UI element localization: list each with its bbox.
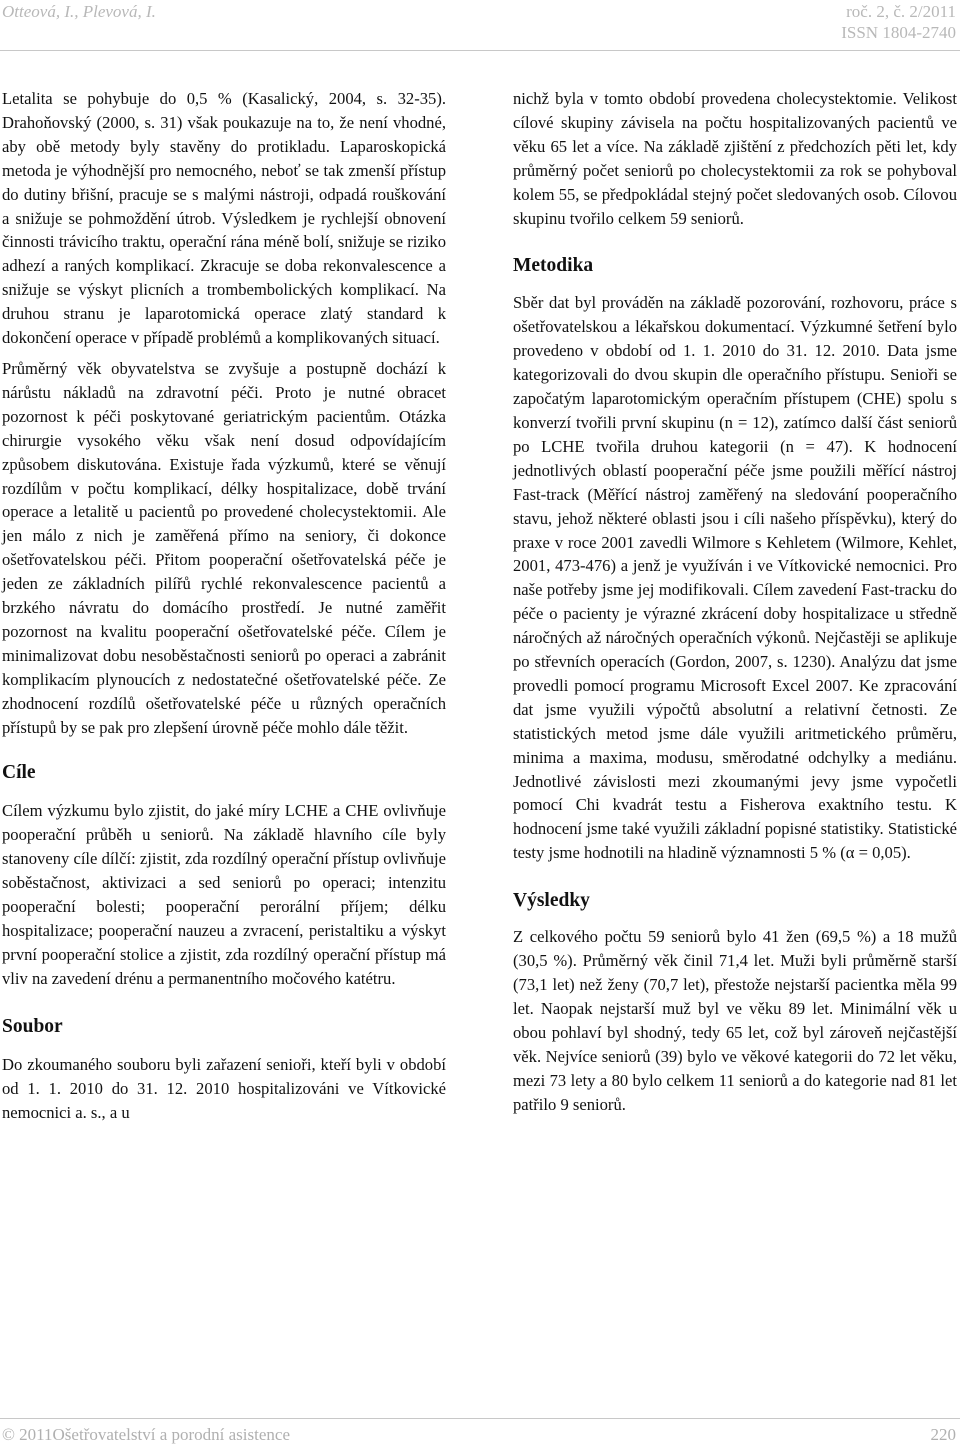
background-paragraph: Průměrný věk obyvatelstva se zvyšuje a postupně dochází k nárůstu nákladů na zdravotní péči. Proto je nutné obracet pozornost k péči poskytované geriatrickým pacientům. Otázka chirurgie vysokého věku však není dosud odpovídajícím způsobem diskutována. Existuje řada výzkumů, které se věnují rozdílům v počtu komplikací, délky hospitalizace, době trvání operace a letalitě u pacientů po provedené cholecystektomii. Ale jen málo z nich je zaměřená přímo na seniory, či dokonce ošetřovatelskou péči. Přitom pooperační ošetřovatelská péče je jeden ze základních pilířů rychlé rekonvalescence pacientů a brzkého návratu do domácího prostředí. Je nutné zaměřit pozornost na kvalitu pooperační ošetřovatelské péče. Cílem je minimalizovat dobu nesoběstačnosti seniorů po operaci a zabránit komplikacím plynoucích z nedostatečné ošetřovatelské péče. Ze zhodnocení rozdílů ošetřovatelské péče u různých operačních přístupů by se pak pro zlepšení úrovně péče mohlo dále těžit. — [2, 358, 446, 737]
intro-paragraph: Letalita se pohybuje do 0,5 % (Kasalický, 2004, s. 32-35). Drahoňovský (2000, s. 31) však poukazuje na to, že není vhodné, aby obě metody byly stavěny do protikladu. Laparoskopická metoda je výhodnější pro nemocného, neboť se tak zmenší přístup do dutiny břišní, pracuje se s malými nástroji, odpadá rouškování a snižuje se pohmoždění útrob. Výsledkem je rychlejší obnovení činnosti trávicího traktu, operační rána méně bolí, snižuje se riziko adhezí a raných komplikací. Zkracuje se doba rekonvalescence a snižuje se výskyt plicních a trombembolických komplikací. Na druhou stranu je laparotomická operace zlatý standard k dokončení operace v případě problémů a komplikovaných situací. — [2, 89, 446, 348]
running-header — [0, 0, 960, 50]
results-paragraph: Z celkového počtu 59 seniorů bylo 41 žen (69,5 %) a 18 mužů (30,5 %). Průměrný věk činil 71,4 let. Muži byli průměrně starší (73,1 let) než ženy (70,7 let), přestože nejstarší pacientka měla 99 let. Naopak nejstarší muž byl ve věku 89 let. Minimální věk u obou pohlaví byl shodný, tedy 65 let, což byl zároveň nejčastější věk. Nejvíce seniorů (39) bylo ve věkové kategorii do 72 let věku, mezi 73 lety a 80 bylo celkem 11 seniorů a do kategorie nad 81 let patřilo 9 seniorů. — [513, 927, 957, 1114]
left-column — [2, 87, 446, 1124]
page-number: 220 — [930, 1425, 956, 1444]
header-journal-info — [841, 1, 956, 43]
aims-paragraph: Cílem výzkumu bylo zjistit, do jaké míry LCHE a CHE ovlivňuje pooperační průběh u seniorů. Na základě hlavního cíle byly stanoveny cíle dílčí: zjistit, zda rozdílný operační přístup ovlivňuje soběstačnost, aktivizaci a sed seniorů po operaci; intenzitu pooperační bolesti; pooperační perorální příjem; délku hospitalizace; pooperační nauzeu a zvracení, peristaltiku a výskyt první pooperační stolice a zjistit, zda rozdílný operační přístup má vliv na zavedení drénu a permanentního močového katétru. — [2, 801, 446, 988]
methods-paragraph: Sběr dat byl prováděn na základě pozorování, rozhovoru, práce s ošetřovatelskou a lékařskou dokumentací. Výzkumné šetření bylo provedeno v období od 1. 1. 2010 do 31. 12. 2010. Data jsme kategorizovali do dvou skupin dle operačního přístupu. Senioři se započatým laparotomickým operačním přístupem (CHE) spolu s konverzí tvořili první skupinu (n = 12), zatímco další část seniorů po LCHE tvořila druhou kategorii (n = 47). K hodnocení jednotlivých oblastí pooperační péče jsme použili měřící nástroj Fast-track (Měřící nástroj zaměřený na sledování pooperačního stavu, jehož některé oblasti jsou i cíli našeho příspěvku), který do praxe v roce 2001 zavedli Wilmore s Kehletem (Wilmore, Kehlet, 2001, 473-476) a jenž je využíván i ve Vítkovické nemocnici. Pro naše potřeby jsme jej modifikovali. Cílem zavedení Fast-tracku do péče o pacienty je výrazné zkrácení doby hospitalizace u středně náročných až náročných operačních výkonů. Nejčastěji se aplikuje po střevních operacích (Gordon, 2007, s. 1230). Analýzu dat jsme provedli pomocí programu Microsoft Excel 2007. Ke zpracování dat jsme využili výpočtů absolutní a relativní četnosti. Ze statistických metod jsme dále využili aritmetického průměru, minima a maxima, modusu, směrodatné odchylky a mediánu. Jednotlivé závislosti mezi zkoumanými jevy jsme vypočetli pomocí Chi kvadrát testu a Fisherova exaktního testu. K hodnocení jsme také využili základní popisné statistiky. Statistické testy jsme hodnotili na hladině významnosti 5 % (α = 0,05). — [513, 293, 957, 863]
header-authors: Otteová, I., Plevová, I. — [2, 2, 156, 21]
header-volume: roč. 2, č. 2/2011 — [846, 2, 956, 21]
sample-paragraph: Do zkoumaného souboru byli zařazení senioři, kteří byli v období od 1. 1. 2010 do 31. 12. 2010 hospitalizováni ve Vítkovické nemocnici a. s., a u — [2, 1054, 446, 1122]
running-footer — [0, 1425, 960, 1447]
right-column — [513, 87, 957, 1116]
section-heading-cile: Cíle — [2, 762, 36, 784]
header-divider — [0, 50, 960, 51]
header-issn: ISSN 1804-2740 — [841, 23, 956, 42]
section-heading-metodika: Metodika — [513, 255, 594, 277]
section-heading-soubor: Soubor — [2, 1015, 63, 1037]
section-heading-vysledky: Výsledky — [513, 890, 590, 912]
footer-divider — [0, 1418, 960, 1419]
footer-copyright: © 2011Ošetřovatelství a porodní asistence — [2, 1425, 290, 1444]
sample-paragraph-continued: nichž byla v tomto období provedena cholecystektomie. Velikost cílové skupiny závisela na počtu hospitalizovaných pacientů ve věku 65 let a více. Na základě zjištění z předchozích pěti let, kdy průměrný počet seniorů po cholecystektomii za rok se pohyboval kolem 55, se předpokládal stejný počet sledovaných osob. Cílovou skupinu tvořilo celkem 59 seniorů. — [513, 89, 957, 228]
